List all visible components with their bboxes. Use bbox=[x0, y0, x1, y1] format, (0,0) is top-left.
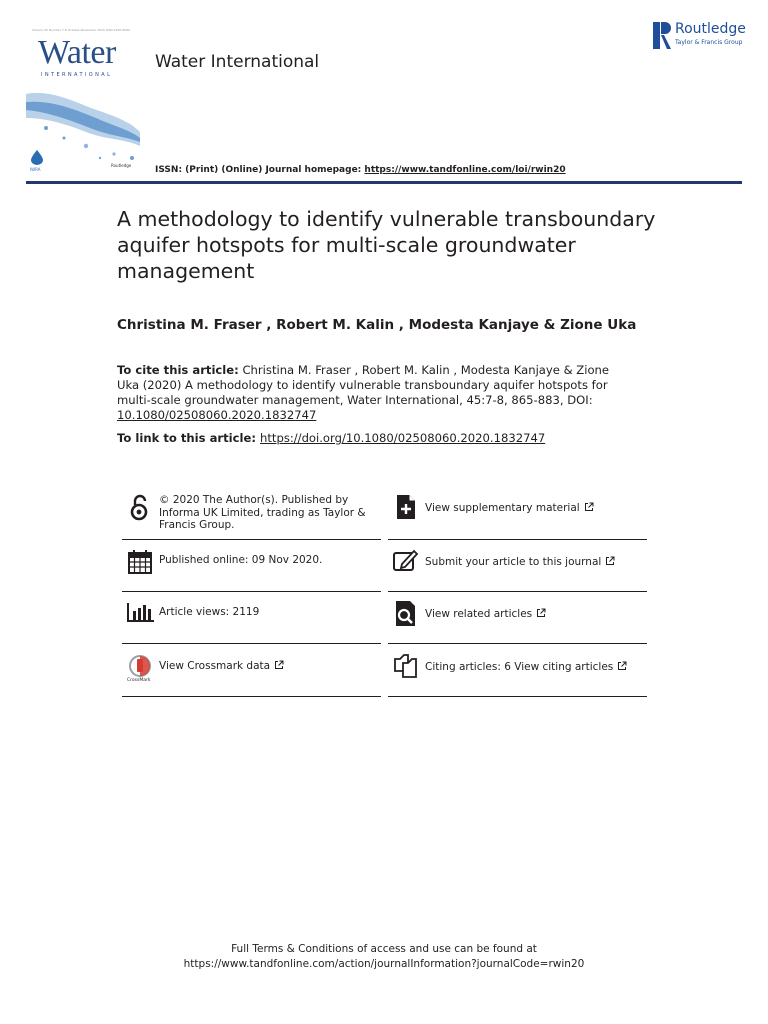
supplementary-icon bbox=[392, 494, 420, 522]
citing-label-wrap bbox=[425, 661, 645, 674]
iwra-drop-icon bbox=[29, 149, 45, 165]
grid-divider bbox=[388, 696, 647, 697]
citing-icon bbox=[392, 653, 420, 681]
routledge-logo-icon bbox=[653, 22, 671, 49]
publisher-sub: Taylor & Francis Group bbox=[675, 39, 743, 46]
submit-label-wrap bbox=[425, 556, 645, 569]
crossmark-badge-text: CrossMark bbox=[127, 678, 151, 683]
header-divider bbox=[26, 181, 742, 184]
external-link-icon bbox=[536, 608, 546, 618]
citation-block bbox=[117, 363, 617, 423]
grid-divider bbox=[388, 643, 647, 644]
cover-publisher-mini: Routledge bbox=[111, 163, 132, 168]
open-access-text: © 2020 The Author(s). Published by Informa UK Limited, trading as Taylor & Francis Group. bbox=[159, 494, 366, 531]
footer-terms-link[interactable]: https://www.tandfonline.com/action/journalInformation?journalCode=rwin20 bbox=[183, 958, 585, 970]
grid-divider bbox=[122, 539, 381, 540]
open-access-icon bbox=[126, 494, 154, 522]
cite-doi-link[interactable]: 10.1080/02508060.2020.1832747 bbox=[117, 408, 317, 422]
article-views: Article views: 2119 bbox=[159, 606, 260, 618]
issn-label: ISSN: (Print) (Online) Journal homepage: bbox=[155, 165, 365, 175]
article-authors: Christina M. Fraser , Robert M. Kalin , Modesta Kanjaye & Zione Uka bbox=[117, 317, 637, 333]
calendar-icon bbox=[126, 548, 154, 576]
grid-divider bbox=[122, 643, 381, 644]
edit-icon bbox=[392, 548, 420, 576]
link-label: To link to this article: bbox=[117, 431, 261, 445]
footer bbox=[0, 942, 768, 972]
published-date: Published online: 09 Nov 2020. bbox=[159, 554, 323, 566]
related-label-wrap bbox=[425, 608, 645, 621]
journal-homepage-link[interactable]: https://www.tandfonline.com/loi/rwin20 bbox=[364, 165, 566, 175]
cover-wordmark: Water bbox=[38, 34, 116, 71]
grid-divider bbox=[388, 591, 647, 592]
cite-label: To cite this article: bbox=[117, 363, 239, 377]
grid-divider bbox=[122, 591, 381, 592]
cover-subtitle: INTERNATIONAL bbox=[41, 72, 113, 78]
issn-line bbox=[155, 165, 566, 175]
article-doi-link[interactable]: https://doi.org/10.1080/02508060.2020.1832747 bbox=[260, 431, 546, 445]
cover-small-text: Volume 45 Number 7-8 October-November 2020 ISSN 0250-8060 bbox=[32, 28, 131, 32]
external-link-icon bbox=[617, 661, 627, 671]
citing-link[interactable]: Citing articles: 6 View citing articles bbox=[425, 661, 614, 673]
cite-text: Christina M. Fraser , Robert M. Kalin , Modesta Kanjaye & Zione Uka (2020) A methodology to identify vulnerable transboundary aquifer hotspots for multi-scale groundwater management, Water International, 45:7-8, 865-883, DOI: bbox=[117, 363, 610, 407]
grid-divider bbox=[388, 539, 647, 540]
cover-badge-text: IWRA bbox=[30, 167, 41, 172]
external-link-icon bbox=[605, 556, 615, 566]
publisher-name: Routledge bbox=[675, 21, 746, 37]
related-link[interactable]: View related articles bbox=[425, 608, 533, 620]
journal-cover bbox=[26, 28, 140, 178]
publisher-logo[interactable] bbox=[653, 21, 753, 51]
search-document-icon bbox=[392, 600, 420, 628]
crossmark-label-wrap bbox=[159, 660, 379, 673]
supplementary-link[interactable]: View supplementary material bbox=[425, 502, 580, 514]
article-link-line bbox=[117, 431, 545, 445]
external-link-icon bbox=[274, 660, 284, 670]
external-link-icon bbox=[584, 502, 594, 512]
supplementary-label-wrap bbox=[425, 502, 645, 515]
grid-divider bbox=[122, 696, 381, 697]
crossmark-link[interactable]: View Crossmark data bbox=[159, 660, 271, 672]
journal-title[interactable]: Water International bbox=[155, 52, 320, 72]
submit-link[interactable]: Submit your article to this journal bbox=[425, 556, 602, 568]
article-title: A methodology to identify vulnerable transboundary aquifer hotspots for multi-scale groundwater management bbox=[117, 207, 656, 283]
bar-chart-icon bbox=[126, 600, 154, 628]
footer-terms-text: Full Terms & Conditions of access and use can be found at bbox=[231, 943, 537, 955]
